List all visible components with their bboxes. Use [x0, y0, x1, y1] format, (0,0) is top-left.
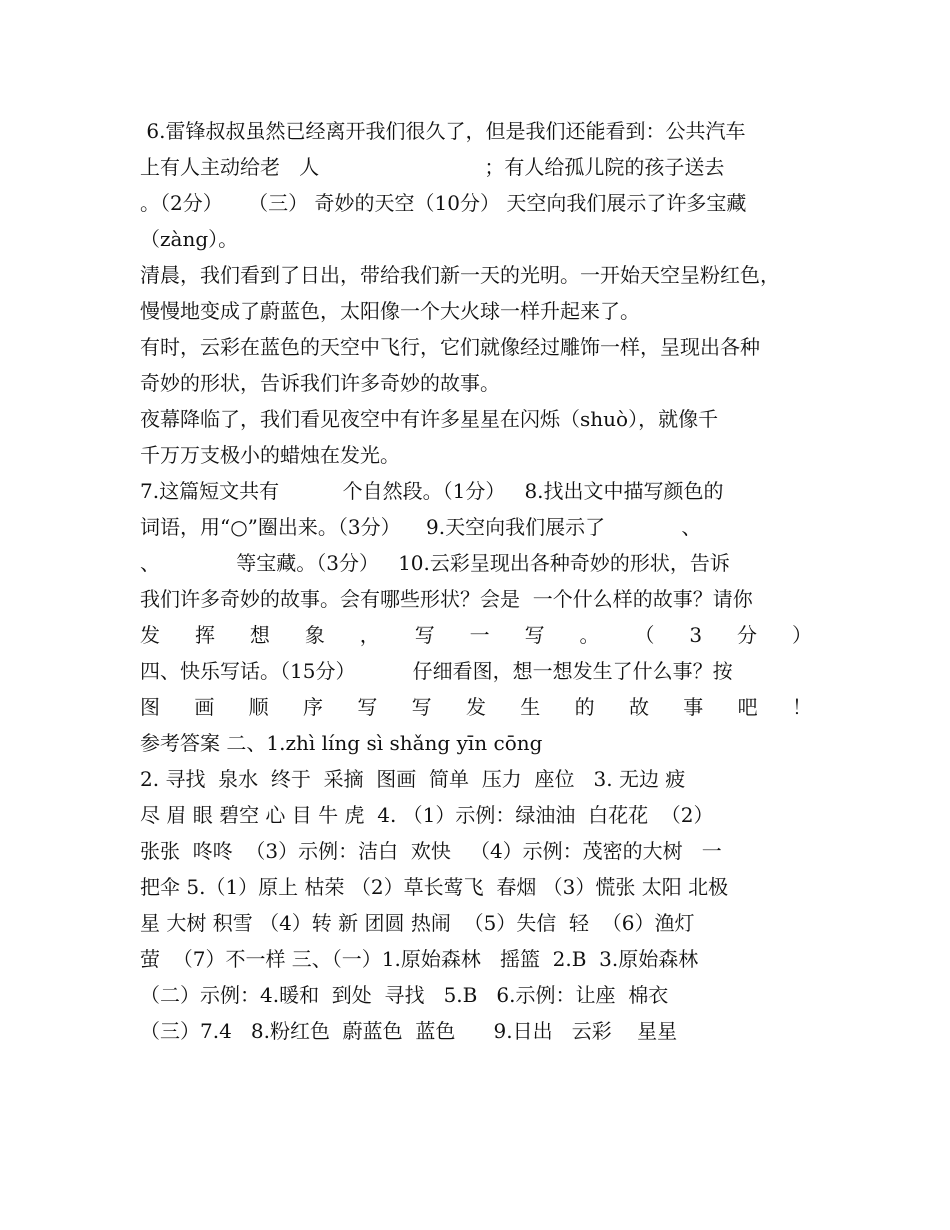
text-line-17-justified [140, 689, 812, 725]
justified-char: 挥 [194, 623, 215, 647]
answer-line-6: 星 大树 积雪 （4）转 新 团圆 热闹 （5）失信 轻 （6）渔灯 [140, 911, 695, 935]
text-line-8: 奇妙的形状，告诉我们许多奇妙的故事。 [140, 371, 500, 395]
justified-char: 象 [304, 623, 325, 647]
justified-char: 写 [357, 695, 378, 719]
justified-char: （ [634, 623, 655, 647]
answer-line-4: 张张 咚咚 （3）示例：洁白 欢快 （4）示例：茂密的大树 一 [140, 839, 722, 863]
text-line-7: 有时，云彩在蓝色的天空中飞行，它们就像经过雕饰一样，呈现出各种 [140, 335, 760, 359]
justified-char: 发 [465, 695, 486, 719]
answer-line-8: （二）示例：4.暖和 到处 寻找 5.B 6.示例：让座 棉衣 [140, 983, 669, 1007]
text-line-3: 。（2分） （三） 奇妙的天空（10分） 天空向我们展示了许多宝藏 [140, 191, 747, 215]
answer-line-5: 把伞 5.（1）原上 枯荣 （2）草长莺飞 春烟 （3）慌张 太阳 北极 [140, 875, 729, 899]
answer-line-3: 尽 眉 眼 碧空 心 目 牛 虎 4. （1）示例：绿油油 白花花 （2） [140, 803, 714, 827]
justified-char: 。 [579, 623, 600, 647]
justified-char: 一 [469, 623, 490, 647]
justified-char: 想 [249, 623, 270, 647]
text-line-13: 、 等宝藏。（3分） 10.云彩呈现出各种奇妙的形状，告诉 [140, 551, 730, 575]
justified-char: ！ [791, 695, 812, 719]
answer-line-7: 萤 （7）不一样 三、（一）1.原始森林 摇篮 2.B 3.原始森林 [140, 947, 699, 971]
justified-char: 的 [574, 695, 595, 719]
document-body [140, 113, 812, 1049]
justified-char: 写 [524, 623, 545, 647]
text-line-15-justified [140, 617, 812, 653]
justified-char: 生 [520, 695, 541, 719]
justified-char: 吧 [737, 695, 758, 719]
justified-char: 画 [194, 695, 215, 719]
answer-line-9: （三）7.4 8.粉红色 蔚蓝色 蓝色 9.日出 云彩 星星 [140, 1019, 678, 1043]
justified-char: 事 [683, 695, 704, 719]
justified-char: 写 [414, 623, 435, 647]
text-line-4: （zàng）。 [140, 227, 239, 251]
justified-char: ， [359, 623, 380, 647]
text-line-2: 上有人主动给老 人 ；有人给孤儿院的孩子送去 [140, 155, 725, 179]
text-line-5: 清晨，我们看到了日出，带给我们新一天的光明。一开始天空呈粉红色， [140, 263, 780, 287]
text-line-14: 我们许多奇妙的故事。会有哪些形状？会是 一个什么样的故事？请你 [140, 587, 753, 611]
justified-char: 顺 [248, 695, 269, 719]
justified-char: 序 [302, 695, 323, 719]
answer-line-2: 2. 寻找 泉水 终于 采摘 图画 简单 压力 座位 3. 无边 疲 [140, 767, 686, 791]
text-line-9: 夜幕降临了，我们看见夜空中有许多星星在闪烁（shuò），就像千 [140, 407, 719, 431]
text-line-11: 7.这篇短文共有 个自然段。（1分） 8.找出文中描写颜色的 [140, 479, 724, 503]
justified-char: 图 [140, 695, 160, 719]
text-line-12: 词语，用“○”圈出来。（3分） 9.天空向我们展示了 、 [140, 515, 702, 539]
text-line-6: 慢慢地变成了蔚蓝色，太阳像一个大火球一样升起来了。 [140, 299, 640, 323]
justified-char: 分 [737, 623, 758, 647]
justified-char: 写 [411, 695, 432, 719]
justified-char: 3 [689, 623, 703, 647]
justified-char: ） [791, 623, 812, 647]
justified-char: 故 [628, 695, 649, 719]
text-line-1: 6.雷锋叔叔虽然已经离开我们很久了，但是我们还能看到：公共汽车 [140, 119, 746, 143]
text-line-16: 四、快乐写话。（15分） 仔细看图，想一想发生了什么事？按 [140, 659, 733, 683]
justified-char: 发 [140, 623, 160, 647]
answer-line-1: 参考答案 二、1.zhì líng sì shǎng yīn cōng [140, 731, 543, 755]
text-line-10: 千万万支极小的蜡烛在发光。 [140, 443, 400, 467]
